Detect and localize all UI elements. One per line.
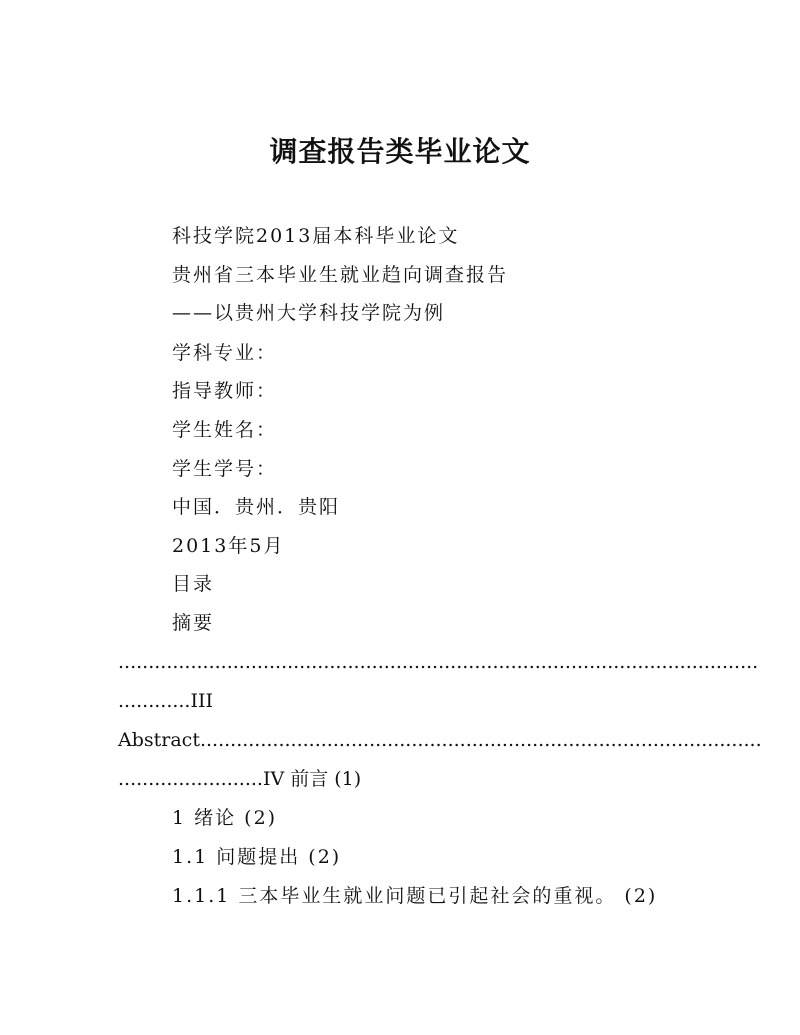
thesis-title-line: 贵州省三本毕业生就业趋向调查报告 (172, 264, 509, 286)
toc-abstract-cn-leader: .......................................................................................................... (118, 651, 759, 673)
toc-heading: 目录 (172, 573, 215, 595)
advisor-field-label: 指导教师： (172, 380, 278, 402)
toc-item-chapter-1: 1 绪论 (2) (172, 807, 278, 829)
thesis-header-line: 科技学院2013届本科毕业论文 (172, 225, 460, 247)
date-line: 2013年5月 (172, 535, 285, 557)
toc-abstract-cn-label: 摘要 (172, 612, 215, 634)
student-name-field-label: 学生姓名： (172, 419, 278, 441)
toc-abstract-en-entry: Abstract............................................................................................. (118, 729, 762, 751)
location-line: 中国．贵州．贵阳 (172, 496, 341, 518)
toc-abstract-cn-page: ............III (118, 690, 213, 712)
major-field-label: 学科专业： (172, 342, 278, 364)
toc-item-section-1-1-1: 1.1.1 三本毕业生就业问题已引起社会的重视。 (2) (172, 885, 658, 907)
toc-abstract-en-page: ........................IV 前言 (1) (118, 768, 362, 790)
student-id-field-label: 学生学号： (172, 458, 278, 480)
thesis-subtitle-line: ——以贵州大学科技学院为例 (172, 302, 446, 324)
toc-item-section-1-1: 1.1 问题提出 (2) (172, 846, 342, 868)
document-title: 调查报告类毕业论文 (269, 135, 531, 168)
